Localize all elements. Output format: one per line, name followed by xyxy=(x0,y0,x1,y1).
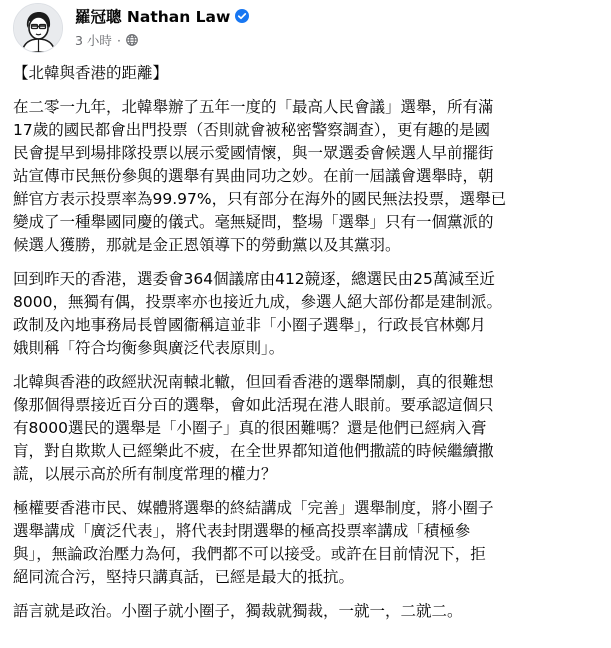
post-timestamp-link[interactable]: 3 小時 xyxy=(75,33,112,48)
post-body xyxy=(13,62,603,634)
post-meta xyxy=(75,3,249,50)
avatar[interactable] xyxy=(13,3,63,53)
post-paragraph: 回到昨天的香港，選委會364個議席由412競逐，總選民由25萬減至近 8000，無獨有偶，投票率亦也接近九成，參選人絕大部份都是建制派。 政制及內地事務局長曾國衞稱這並非「小圈子選舉」，行政長官林鄭月 娥則稱「符合均衡參與廣泛代表原則」。 xyxy=(13,270,502,357)
post-paragraph: 北韓與香港的政經狀況南轅北轍，但回看香港的選舉鬧劇，真的很難想 像那個得票接近百分百的選舉，會如此活現在港人眼前。要承認這個只 有8000選民的選舉是「小圈子」真的很困難嗎？還是他們已經病入膏 肓，對自欺欺人已經樂此不疲，在全世界都知道他們撒謊的時候繼續撒 謊，以展示高於所有制度常理的權力？ xyxy=(13,373,494,483)
globe-icon[interactable] xyxy=(126,34,138,46)
avatar-portrait-icon xyxy=(14,4,62,52)
verified-badge-icon xyxy=(235,9,249,23)
post-paragraph: 語言就是政治。小圈子就小圈子，獨裁就獨裁，一就一，二就二。 xyxy=(13,602,463,620)
author-name-link[interactable]: 羅冠聰 Nathan Law xyxy=(75,8,231,26)
author-row xyxy=(75,5,249,27)
post-title: 【北韓與香港的距離】 xyxy=(13,64,169,82)
post-paragraph: 在二零一九年，北韓舉辦了五年一度的「最高人民會議」選舉，所有滿 17歲的國民都會出門投票（否則就會被秘密警察調查），更有趣的是國 民會提早到場排隊投票以展示愛國情懷，與一眾選委會候選人早前擺街 站宣傳市民無份參與的選舉有異曲同功之妙。在前一屆議會選舉時，朝 鮮官方表示投票率為99.97%，只有部分在海外的國民無法投票，選舉已 變成了一種舉國同慶的儀式。毫無疑問，整場「選舉」只有一個黨派的 候選人獲勝，那就是金正恩領導下的勞動黨以及其黨羽。 xyxy=(13,98,507,254)
separator-dot: · xyxy=(116,32,121,48)
post-subline xyxy=(75,30,249,50)
post-header xyxy=(13,3,249,55)
post-paragraph: 極權要香港市民、媒體將選舉的終結講成「完善」選舉制度，將小圈子 選舉講成「廣泛代表」，將代表封閉選舉的極高投票率講成「積極參 與」，無論政治壓力為何，我們都不可以接受。或許在目前情況下，拒 絕同流合污，堅持只講真話，已經是最大的抵抗。 xyxy=(13,499,494,586)
